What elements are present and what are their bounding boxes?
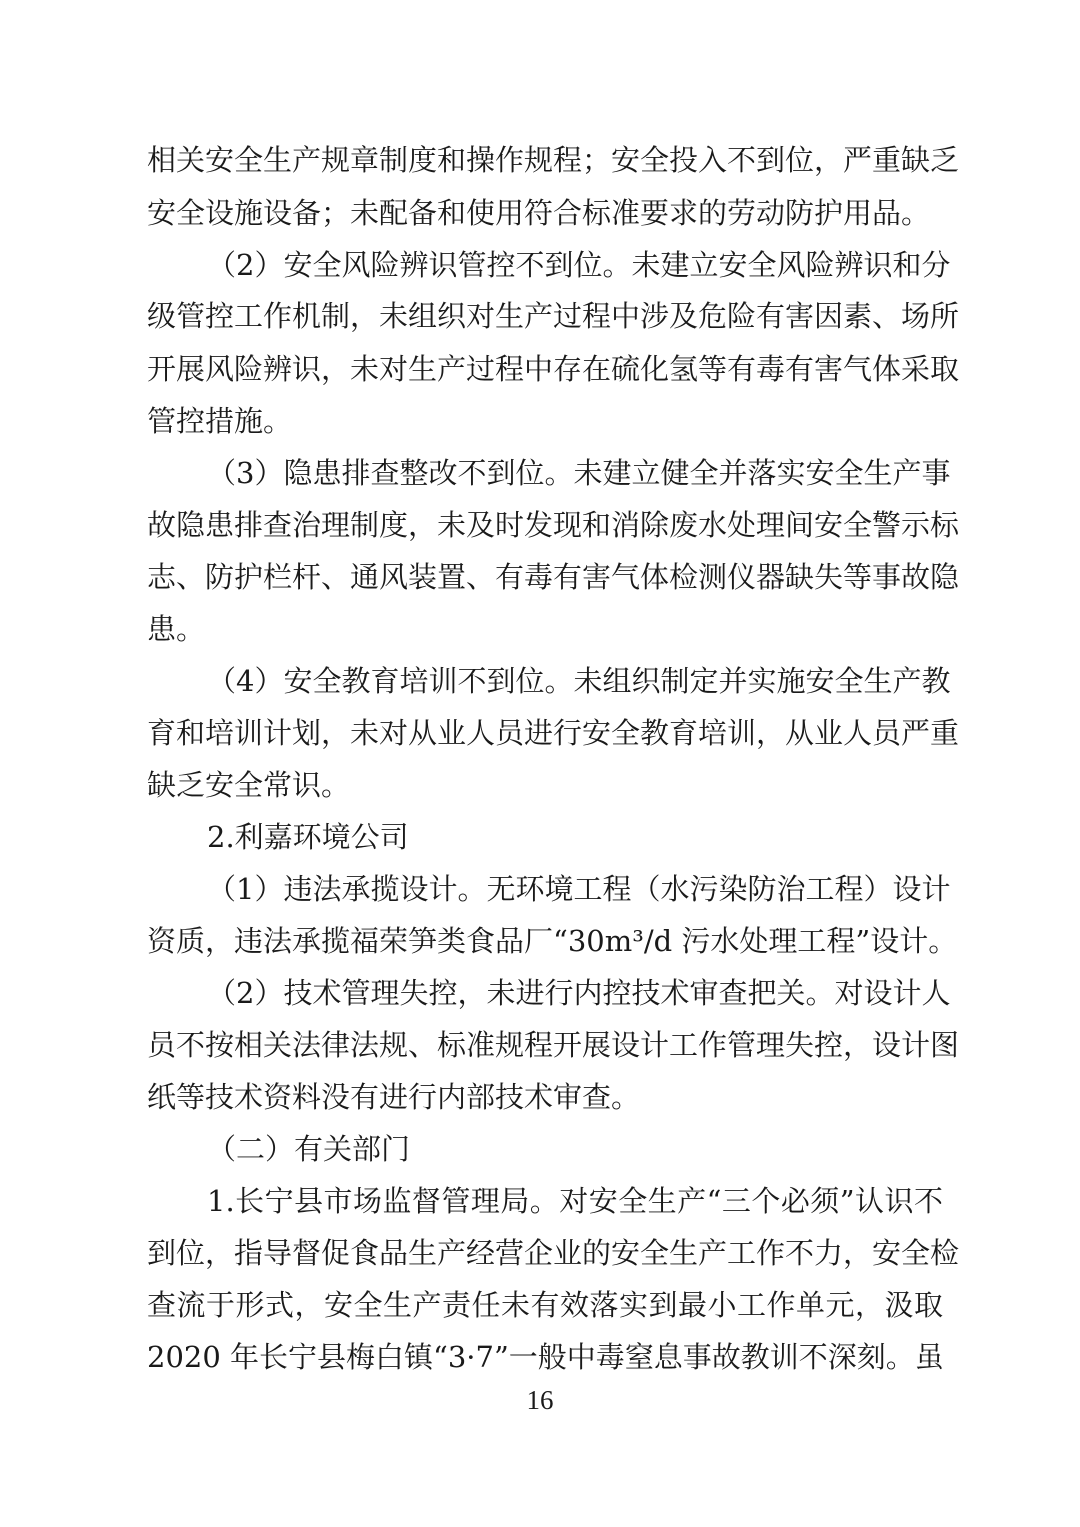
paragraph-line: 育和培训计划，未对从业人员进行安全教育培训，从业人员严重 — [147, 716, 960, 750]
paragraph-line: （4）安全教育培训不到位。未组织制定并实施安全生产教 — [207, 664, 951, 698]
paragraph-line: 相关安全生产规章制度和操作规程；安全投入不到位，严重缺乏 — [147, 143, 960, 177]
paragraph-line: 纸等技术资料没有进行内部技术审查。 — [147, 1080, 641, 1114]
paragraph-line: 2020 年长宁县梅白镇“3·7”一般中毒窒息事故教训不深刻。虽 — [147, 1340, 944, 1374]
paragraph-line: 志、防护栏杆、通风装置、有毒有害气体检测仪器缺失等事故隐 — [147, 560, 960, 594]
paragraph-line: 1.长宁县市场监督管理局。对安全生产“三个必须”认识不 — [207, 1184, 943, 1218]
paragraph-line: （3）隐患排查整改不到位。未建立健全并落实安全生产事 — [207, 456, 951, 490]
section-heading: （二）有关部门 — [207, 1132, 411, 1166]
paragraph-line: （2）安全风险辨识管控不到位。未建立安全风险辨识和分 — [207, 248, 951, 282]
paragraph-line: 安全设施设备；未配备和使用符合标准要求的劳动防护用品。 — [147, 196, 931, 230]
paragraph-line: （1）违法承揽设计。无环境工程（水污染防治工程）设计 — [207, 872, 951, 906]
paragraph-line: 管控措施。 — [147, 404, 293, 438]
page-number: 16 — [526, 1385, 554, 1415]
paragraph-line: 故隐患排查治理制度，未及时发现和消除废水处理间安全警示标 — [147, 508, 960, 542]
paragraph-line: 级管控工作机制，未组织对生产过程中涉及危险有害因素、场所 — [147, 299, 960, 333]
paragraph-line: 员不按相关法律法规、标准规程开展设计工作管理失控，设计图 — [147, 1028, 960, 1062]
section-heading: 2.利嘉环境公司 — [207, 820, 409, 854]
paragraph-line: 缺乏安全常识。 — [147, 768, 351, 802]
paragraph-line: 到位，指导督促食品生产经营企业的安全生产工作不力，安全检 — [147, 1236, 960, 1270]
paragraph-line: （2）技术管理失控，未进行内控技术审查把关。对设计人 — [207, 976, 951, 1010]
paragraph-line: 患。 — [147, 612, 206, 646]
paragraph-line: 开展风险辨识，未对生产过程中存在硫化氢等有毒有害气体采取 — [147, 352, 960, 386]
paragraph-line: 查流于形式，安全生产责任未有效落实到最小工作单元，汲取 — [147, 1288, 943, 1322]
paragraph-line: 资质，违法承揽福荣笋类食品厂“30m³/d 污水处理工程”设计。 — [147, 924, 958, 958]
